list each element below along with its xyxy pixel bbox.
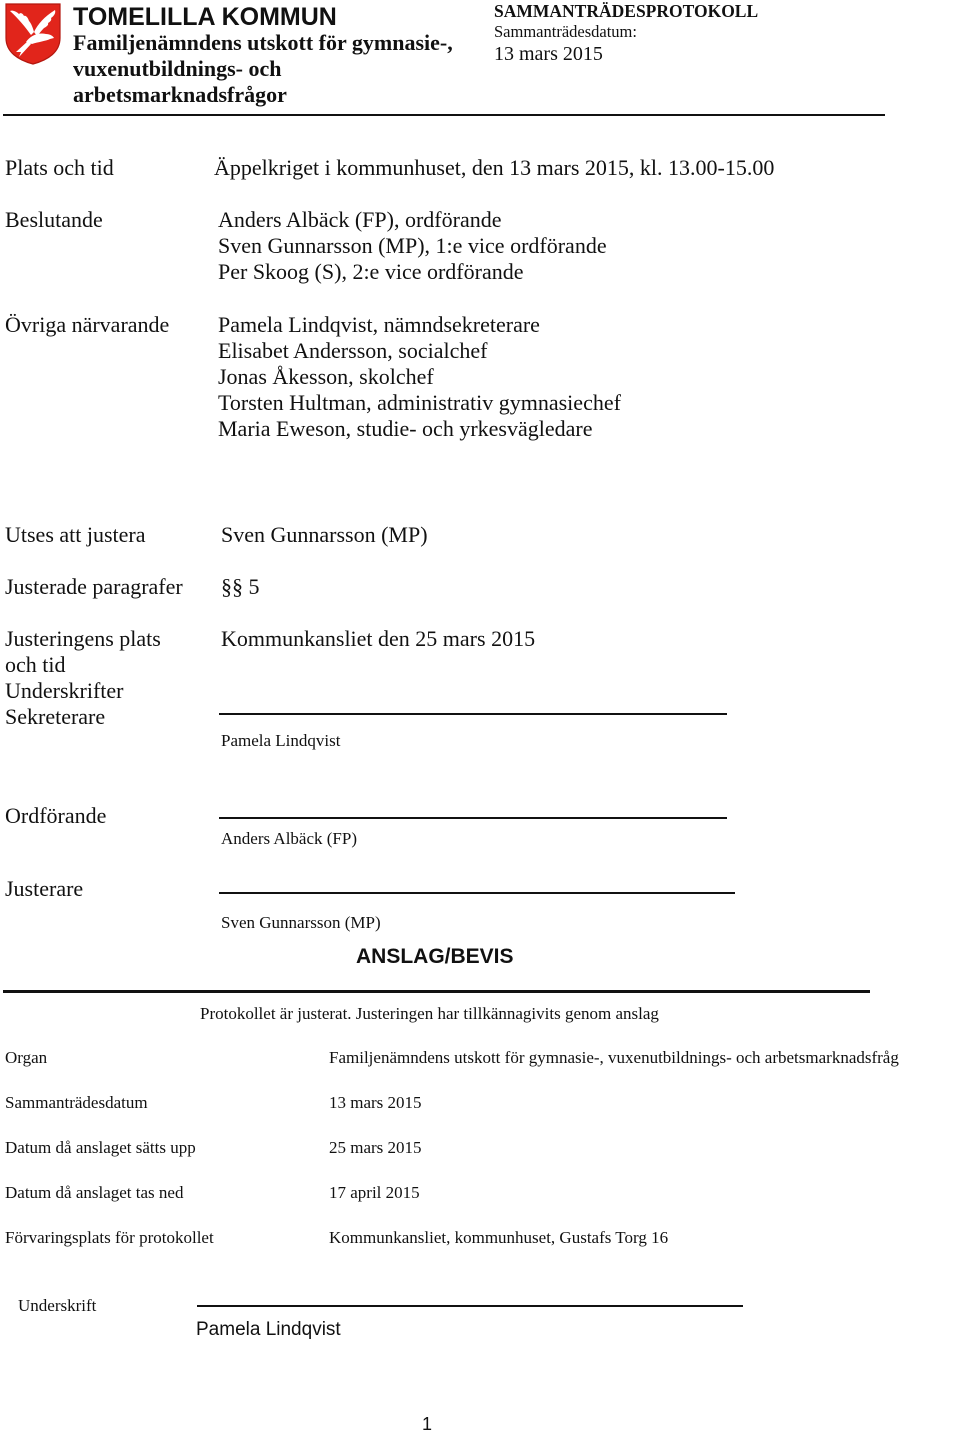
adjustment-time-label: och tid (5, 652, 66, 677)
notice-signature-line (197, 1305, 743, 1307)
others-present-member: Elisabet Andersson, socialchef (218, 338, 488, 363)
storage-place-label: Förvaringsplats för protokollet (5, 1228, 214, 1247)
meeting-date: 13 mars 2015 (494, 43, 603, 65)
posted-date-value: 25 mars 2015 (329, 1138, 422, 1157)
meeting-date-row-label: Sammanträdesdatum (5, 1093, 148, 1112)
notice-signer-name: Pamela Lindqvist (196, 1319, 341, 1340)
paragraphs-label: Justerade paragrafer (5, 574, 183, 599)
place-value: Äppelkriget i kommunhuset, den 13 mars 2015, kl. 13.00-15.00 (214, 155, 775, 180)
adjustment-place-value: Kommunkansliet den 25 mars 2015 (221, 626, 536, 651)
tomelilla-coat-of-arms-icon (4, 2, 62, 65)
meeting-date-row-value: 13 mars 2015 (329, 1093, 422, 1112)
secretary-signature-line (219, 713, 727, 715)
notice-title: ANSLAG/BEVIS (356, 945, 514, 968)
secretary-name: Pamela Lindqvist (221, 731, 341, 750)
document-type: SAMMANTRÄDESPROTOKOLL (494, 1, 759, 21)
meeting-date-label: Sammanträdesdatum: (494, 22, 637, 41)
signature-label: Underskrift (18, 1296, 97, 1315)
deciding-list (218, 207, 607, 285)
others-present-member: Torsten Hultman, administrativ gymnasiechef (218, 390, 621, 415)
adjustment-place-label: Justeringens plats (5, 626, 161, 651)
notice-divider (3, 990, 870, 993)
adjustment-place-labels (5, 626, 161, 730)
others-present-member: Pamela Lindqvist, nämndsekreterare (218, 312, 540, 337)
chair-label: Ordförande (5, 803, 107, 828)
committee-name-line-1: Familjenämndens utskott för gymnasie-, (73, 30, 453, 55)
paragraphs-value: §§ 5 (221, 574, 260, 599)
others-present-member: Maria Eweson, studie- och yrkesvägledare (218, 416, 593, 441)
chair-name: Anders Albäck (FP) (221, 829, 357, 848)
chair-signature-line (219, 817, 727, 819)
deciding-member: Per Skoog (S), 2:e vice ordförande (218, 259, 524, 284)
committee-name-line-2: vuxenutbildnings- och (73, 56, 282, 81)
posted-date-label: Datum då anslaget sätts upp (5, 1138, 196, 1157)
adjuster-label: Utses att justera (5, 522, 146, 547)
notice-statement: Protokollet är justerat. Justeringen har tillkännagivits genom anslag (200, 1004, 659, 1023)
header-divider (3, 114, 885, 116)
checker-signature-line (219, 892, 735, 894)
page-number: 1 (422, 1414, 433, 1434)
deciding-member: Sven Gunnarsson (MP), 1:e vice ordförande (218, 233, 607, 258)
place-label: Plats och tid (5, 155, 114, 180)
committee-name (73, 30, 453, 108)
municipality-name: TOMELILLA KOMMUN (73, 3, 337, 31)
checker-name: Sven Gunnarsson (MP) (221, 913, 381, 932)
deciding-member: Anders Albäck (FP), ordförande (218, 207, 502, 232)
deciding-label: Beslutande (5, 207, 103, 232)
removed-date-label: Datum då anslaget tas ned (5, 1183, 184, 1202)
organ-value: Familjenämndens utskott för gymnasie-, vuxenutbildnings- och arbetsmarknadsfråg (329, 1048, 899, 1067)
checker-label: Justerare (5, 876, 84, 901)
committee-name-line-3: arbetsmarknadsfrågor (73, 82, 287, 107)
adjuster-value: Sven Gunnarsson (MP) (221, 522, 428, 547)
organ-label: Organ (5, 1048, 48, 1067)
others-present-label: Övriga närvarande (5, 312, 170, 337)
signatures-label: Underskrifter (5, 678, 124, 703)
others-present-list (218, 312, 621, 442)
storage-place-value: Kommunkansliet, kommunhuset, Gustafs Torg 16 (329, 1228, 669, 1247)
secretary-label: Sekreterare (5, 704, 106, 729)
removed-date-value: 17 april 2015 (329, 1183, 420, 1202)
others-present-member: Jonas Åkesson, skolchef (218, 364, 434, 389)
